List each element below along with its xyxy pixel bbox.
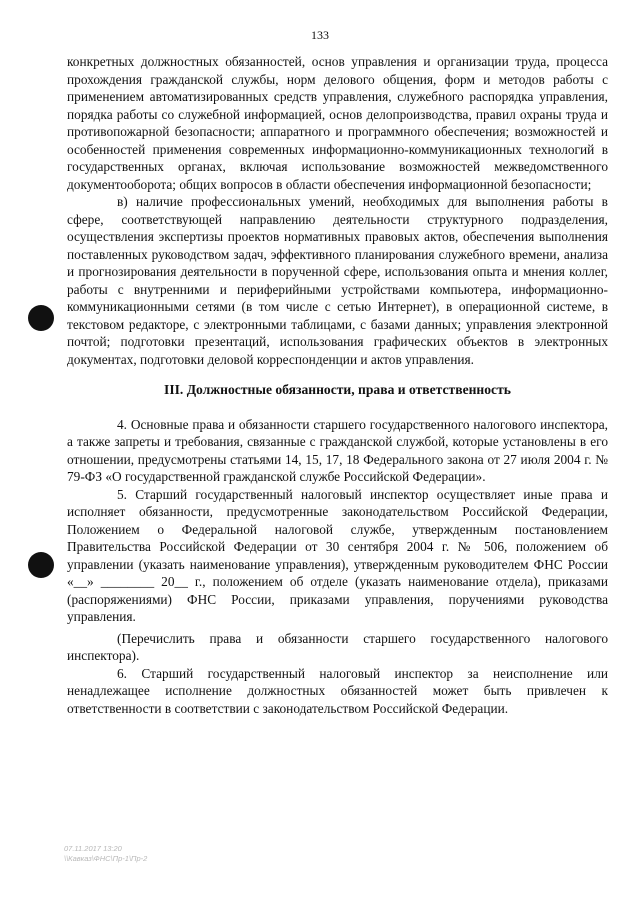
stamp-line-1: 07.11.2017 13:20 bbox=[64, 844, 122, 853]
stamp-line-2: \\Кавказ\ФНС\Пр-1\Пр-2 bbox=[64, 854, 148, 863]
paragraph-skills: в) наличие профессиональных умений, необходимых для выполнения работы в сфере, соответствующей направлению деятельности структурного подразделения, осуществления экспертизы проектов нормативных правовых актов, обеспечения выполнения поставленных руководством задач, эффективного планирования служебного времени, анализа и прогнозирования деятельности в порученной сфере, использования опыта и мнения коллег, работы с внутренними и периферийными устройствами компьютера, информационно-коммуникационными сетями (в том числе с сетью Интернет), в операционной системе, в текстовом редакторе, с электронными таблицами, с базами данных; управления электронной почтой; подготовки презентаций, использования графических объектов в электронных документах, подготовки деловой корреспонденции и актов управления. bbox=[67, 194, 608, 367]
paragraph-5: 5. Старший государственный налоговый инспектор осуществляет иные права и исполняет обязанности, предусмотренные законодательством Российской Федерации, Положением о Федеральной налоговой службе, утвержденным постановлением Правительства Российской Федерации от 30 сентября 2004 г. № 506, положением об управлении (указать наименование управления), утвержденным руководителем ФНС России «__» ________ 20__ г., положением об отделе (указать наименование отдела), приказами (распоряжениями) ФНС России, приказами управления, поручениями руководства управления. bbox=[67, 486, 608, 624]
paragraph-5-note: (Перечислить права и обязанности старшего государственного налогового инспектора). bbox=[67, 630, 608, 663]
paragraph-6: 6. Старший государственный налоговый инспектор за неисполнение или ненадлежащее исполнение должностных обязанностей может быть привлечен к ответственности в соответствии с законодательством Российской Федерации. bbox=[67, 665, 608, 716]
punch-hole-icon bbox=[28, 552, 54, 578]
paragraph-knowledge-continuation: конкретных должностных обязанностей, основ управления и организации труда, процесса прохождения гражданской службы, норм делового общения, форм и методов работы с применением автоматизированных средств управления, служебного распорядка управления, порядка работы со служебной информацией, основ делопроизводства, правил охраны труда и противопожарной безопасности; аппаратного и программного обеспечения; возможностей и особенностей применения современных информационно-коммуникационных технологий в государственных органах, включая использование возможностей межведомственного документооборота; общих вопросов в области обеспечения информационной безопасности; bbox=[67, 54, 608, 192]
section-heading: III. Должностные обязанности, права и ответственность bbox=[164, 382, 511, 397]
punch-hole-icon bbox=[28, 305, 54, 331]
document-body bbox=[67, 53, 608, 717]
page-number: 133 bbox=[311, 28, 329, 42]
paragraph-4: 4. Основные права и обязанности старшего государственного налогового инспектора, а также запреты и требования, связанные с гражданской службой, которые установлены в его отношении, предусмотрены статьями 14, 15, 17, 18 Федерального закона от 27 июля 2004 г. № 79-ФЗ «О государственной гражданской службе Российской Федерации». bbox=[67, 416, 608, 484]
document-stamp bbox=[64, 844, 147, 864]
